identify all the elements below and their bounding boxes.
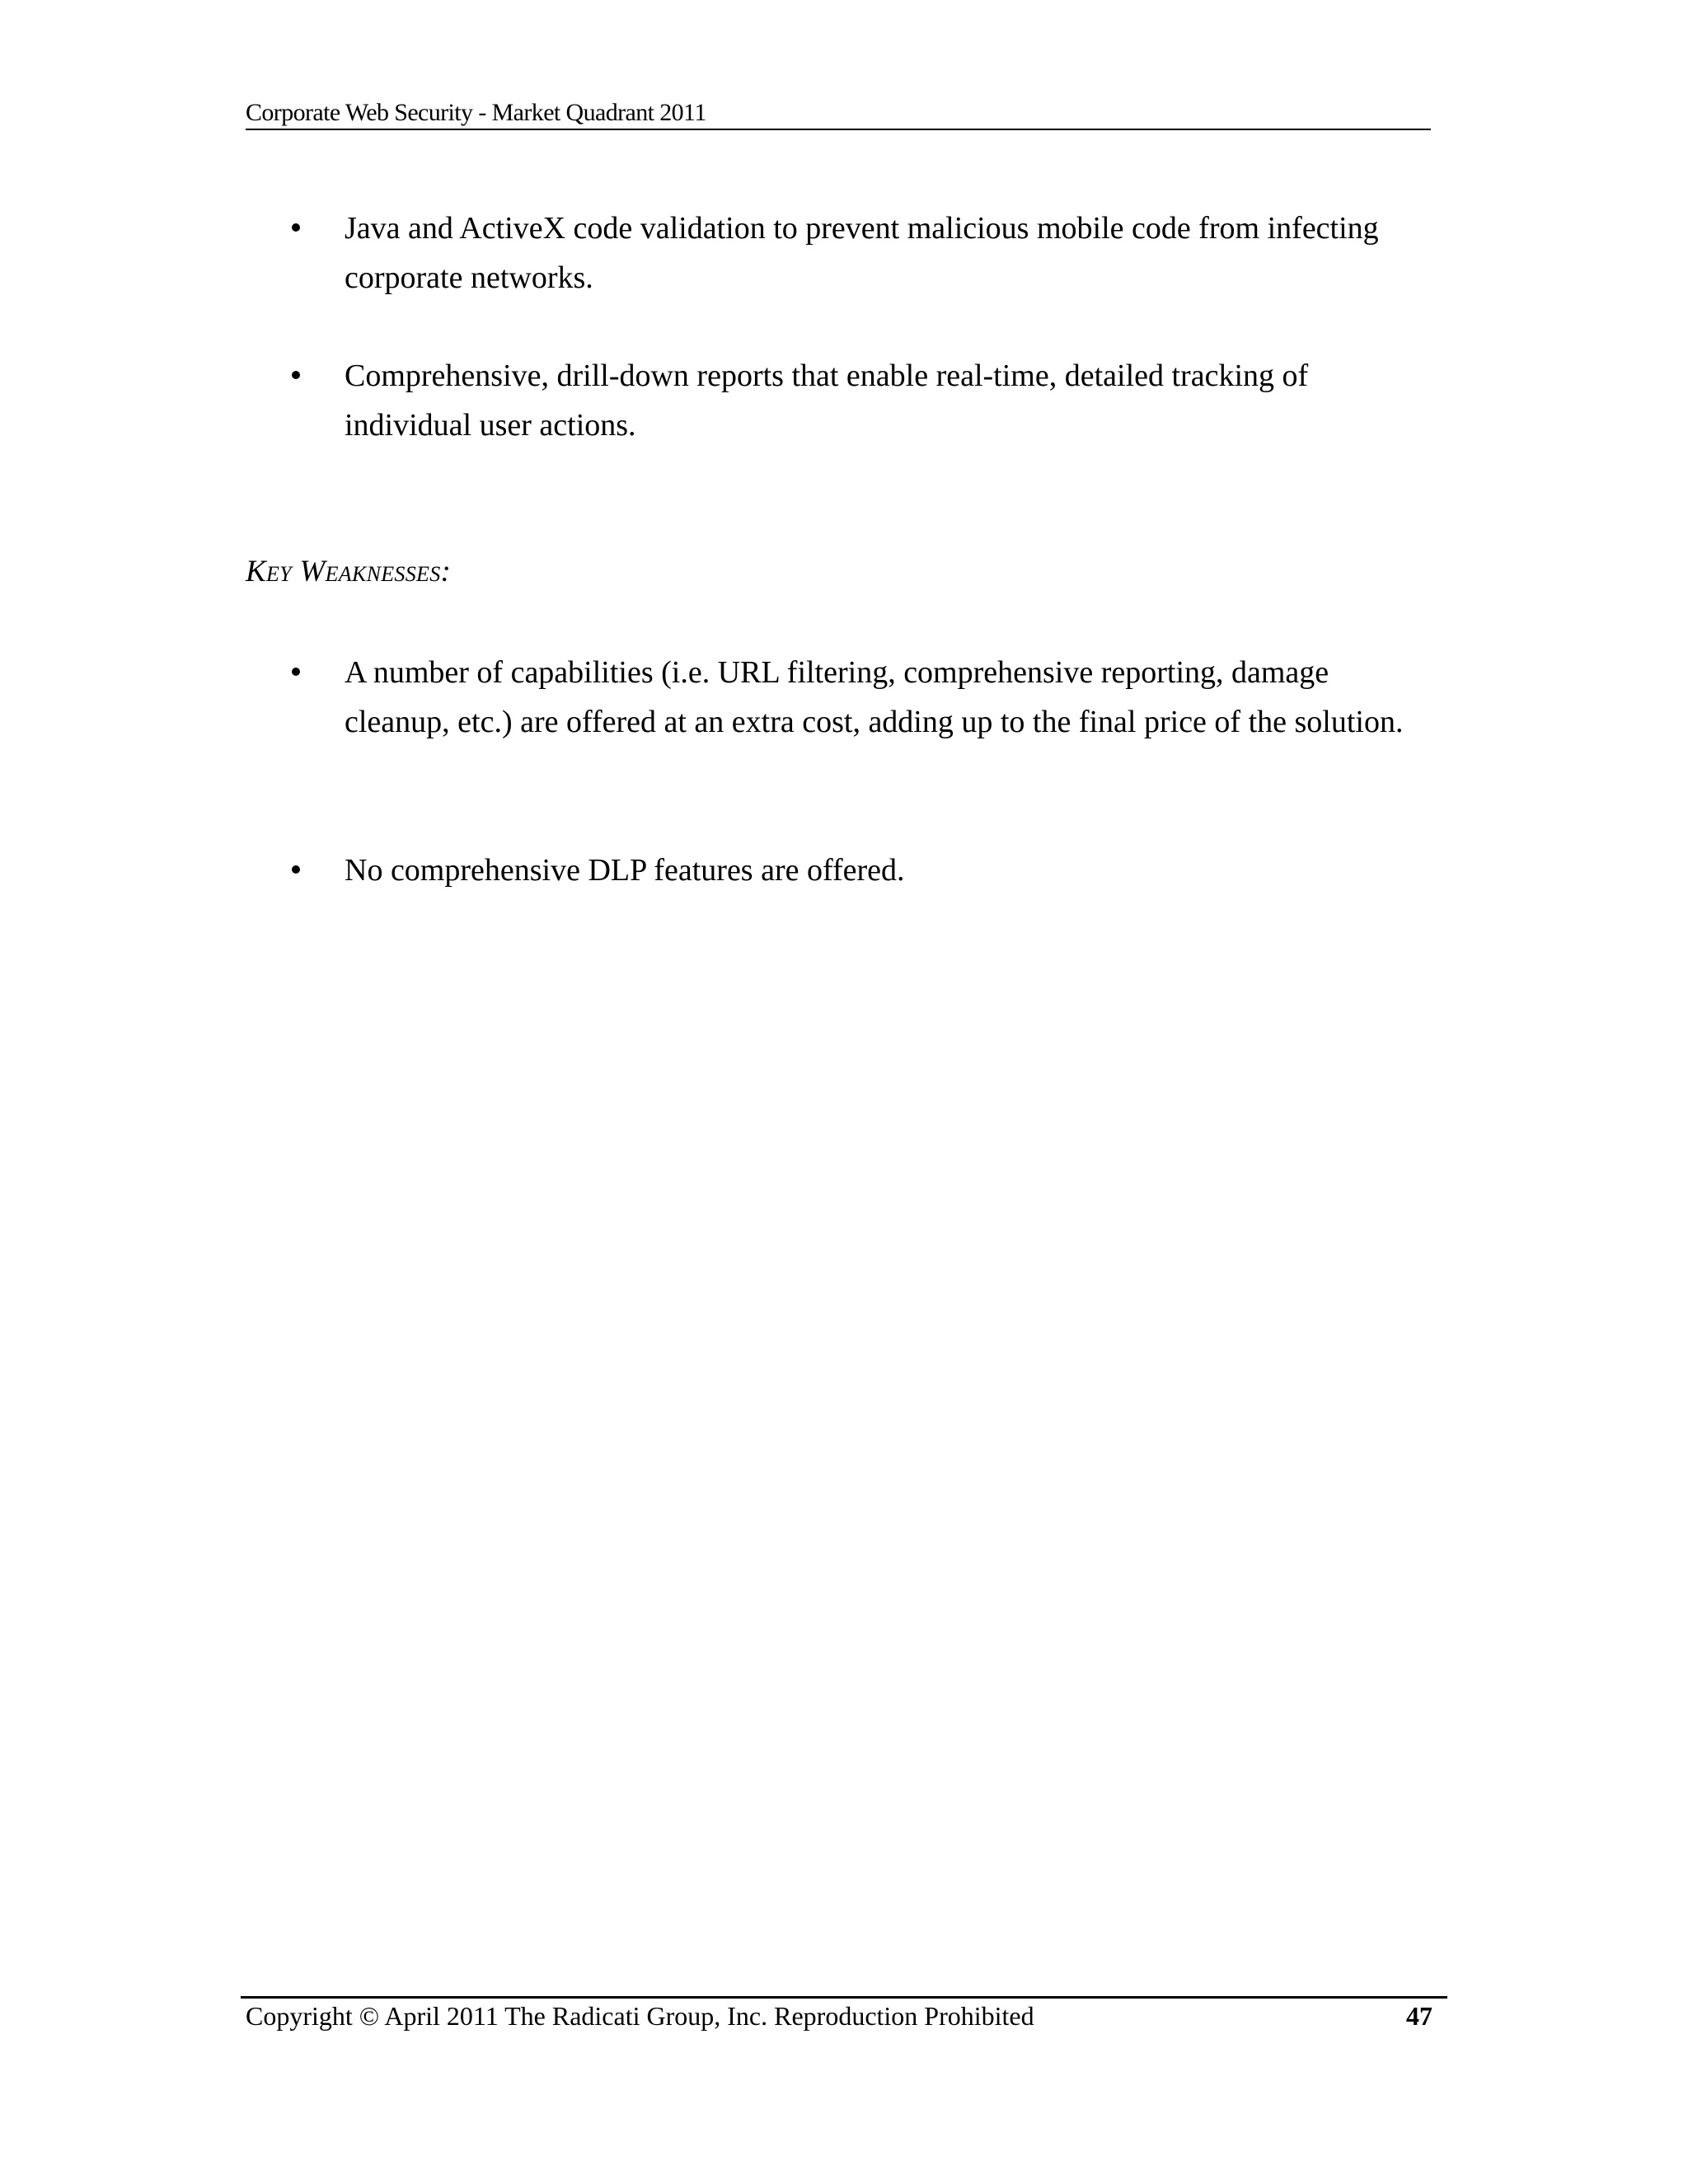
- bullet-icon: [292, 223, 300, 232]
- bullet-icon: [292, 668, 300, 676]
- header-title: Corporate Web Security - Market Quadrant 2011: [246, 99, 706, 126]
- footer-copyright: Copyright © April 2011 The Radicati Group, Inc. Reproduction Prohibited: [246, 2001, 1034, 2031]
- section-heading-key-weaknesses: Key Weaknesses:: [246, 555, 452, 588]
- running-header: [246, 97, 1431, 130]
- weakness-item-1: A number of capabilities (i.e. URL filtering, comprehensive reporting, damage cleanup, etc.) are offered at an extra cost, adding up to the final price of the solution.: [345, 655, 1404, 739]
- page-number: 47: [1406, 2001, 1432, 2031]
- bullet-icon: [292, 865, 300, 874]
- bullet-icon: [292, 371, 300, 379]
- footer-divider: [241, 1996, 1447, 1999]
- strength-item-2: Comprehensive, drill-down reports that enable real-time, detailed tracking of individual user actions.: [345, 359, 1309, 443]
- strength-item-1: Java and ActiveX code validation to prevent malicious mobile code from infecting corporate networks.: [345, 211, 1379, 295]
- weakness-item-2: No comprehensive DLP features are offered.: [345, 853, 905, 888]
